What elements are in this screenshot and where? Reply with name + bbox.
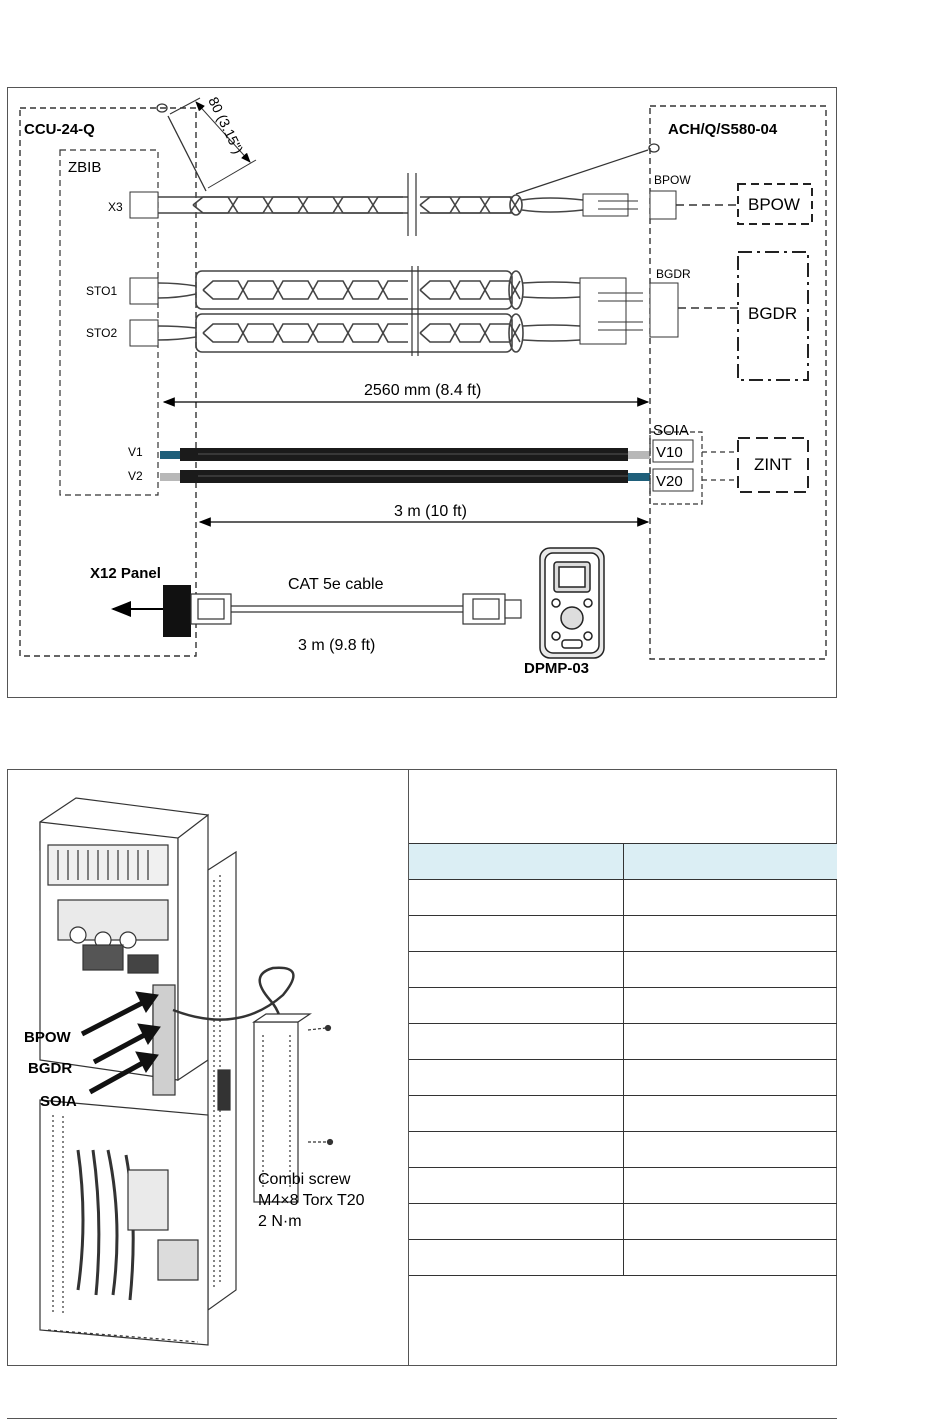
table-cell — [623, 1240, 837, 1276]
v2-label: V2 — [128, 469, 143, 483]
v10-pin — [628, 451, 650, 459]
v20-pin — [628, 473, 650, 481]
table-body — [409, 880, 837, 1276]
table-cell — [409, 1168, 623, 1204]
bgdr-big-label: BGDR — [748, 304, 798, 323]
table-cell — [623, 880, 837, 916]
x12-connector — [163, 585, 191, 637]
v10-label: V10 — [656, 444, 683, 461]
table-row — [409, 1024, 837, 1060]
table-cell — [623, 1096, 837, 1132]
table-row — [409, 1096, 837, 1132]
cable-table-area — [408, 770, 837, 1365]
table-cell — [623, 988, 837, 1024]
installation-panel — [7, 769, 837, 1366]
v1-label: V1 — [128, 445, 143, 459]
table-cell — [409, 1240, 623, 1276]
ccu-label: CCU-24-Q — [24, 121, 95, 138]
bpow-big-label: BPOW — [748, 195, 800, 214]
footer-rule — [7, 1418, 837, 1419]
x3-twisted-cable — [158, 195, 583, 215]
cable-table — [409, 843, 837, 1276]
table-header-cell — [623, 844, 837, 880]
arrow-label-bpow: BPOW — [24, 1029, 71, 1046]
cat5e-cable — [191, 594, 521, 624]
table-cell — [409, 988, 623, 1024]
ach-label: ACH/Q/S580-04 — [668, 121, 778, 138]
table-cell — [623, 952, 837, 988]
table-cell — [623, 916, 837, 952]
bgdr-socket — [650, 283, 678, 337]
table-cell — [409, 1096, 623, 1132]
dimension-3m-98-label: 3 m (9.8 ft) — [298, 637, 376, 654]
table-header-row — [409, 844, 837, 880]
table-row — [409, 952, 837, 988]
table-header-cell — [409, 844, 623, 880]
table-cell — [409, 1132, 623, 1168]
table-row — [409, 1168, 837, 1204]
sto1-twisted-cable — [158, 271, 580, 309]
table-row — [409, 1132, 837, 1168]
table-cell — [409, 916, 623, 952]
table-row — [409, 916, 837, 952]
zint-label: ZINT — [754, 455, 792, 474]
sto2-label: STO2 — [86, 326, 118, 340]
table-cell — [623, 1168, 837, 1204]
table-row — [409, 1060, 837, 1096]
table-cell — [409, 1204, 623, 1240]
x3-cable-plug — [583, 194, 628, 216]
arrow-label-bgdr: BGDR — [28, 1060, 73, 1077]
table-row — [409, 1204, 837, 1240]
sto2-connector — [130, 320, 158, 346]
table-cell — [409, 880, 623, 916]
dimension-3m-label: 3 m (10 ft) — [394, 503, 467, 520]
x3-label: X3 — [108, 200, 123, 214]
sto1-connector — [130, 278, 158, 304]
bpow-small-label: BPOW — [654, 173, 691, 187]
dpmp-keypad — [540, 548, 604, 658]
table-cell — [623, 1204, 837, 1240]
screw-label-line3: 2 N·m — [258, 1213, 302, 1230]
drive-installation-illustration — [8, 770, 408, 1365]
x12-label: X12 Panel — [90, 565, 161, 582]
ground-lead-right — [516, 144, 659, 194]
sto2-twisted-cable — [158, 314, 580, 352]
dpmp-label: DPMP-03 — [524, 660, 590, 677]
wiring-diagram-panel — [7, 87, 837, 698]
table-row — [409, 1240, 837, 1276]
cat5e-label: CAT 5e cable — [288, 576, 384, 593]
sto1-label: STO1 — [86, 284, 118, 298]
table-cell — [409, 1024, 623, 1060]
table-cell — [623, 1132, 837, 1168]
drive-side-column — [208, 852, 236, 1310]
soia-label: SOIA — [653, 422, 689, 439]
bpow-socket — [650, 191, 676, 219]
arrow-label-soia: SOIA — [40, 1093, 77, 1110]
x3-connector — [130, 192, 158, 218]
v2-pin — [160, 473, 180, 481]
table-cell — [623, 1060, 837, 1096]
dimension-80-label: 80 (3.15") — [205, 94, 247, 157]
table-row — [409, 988, 837, 1024]
dimension-2560-label: 2560 mm (8.4 ft) — [364, 382, 482, 399]
drive-module-lower — [40, 1100, 208, 1345]
ground-lead-left — [157, 104, 206, 191]
wiring-diagram — [8, 88, 836, 697]
zbib-label: ZBIB — [68, 159, 102, 176]
table-cell — [623, 1024, 837, 1060]
screw-label-line2: M4×8 Torx T20 — [258, 1192, 365, 1209]
screw-label-line1: Combi screw — [258, 1171, 351, 1188]
v20-label: V20 — [656, 473, 683, 490]
table-row — [409, 880, 837, 916]
v1-pin — [160, 451, 180, 459]
bgdr-small-label: BGDR — [656, 267, 691, 281]
sto-cable-plug — [580, 278, 626, 344]
table-cell — [409, 1060, 623, 1096]
table-cell — [409, 952, 623, 988]
